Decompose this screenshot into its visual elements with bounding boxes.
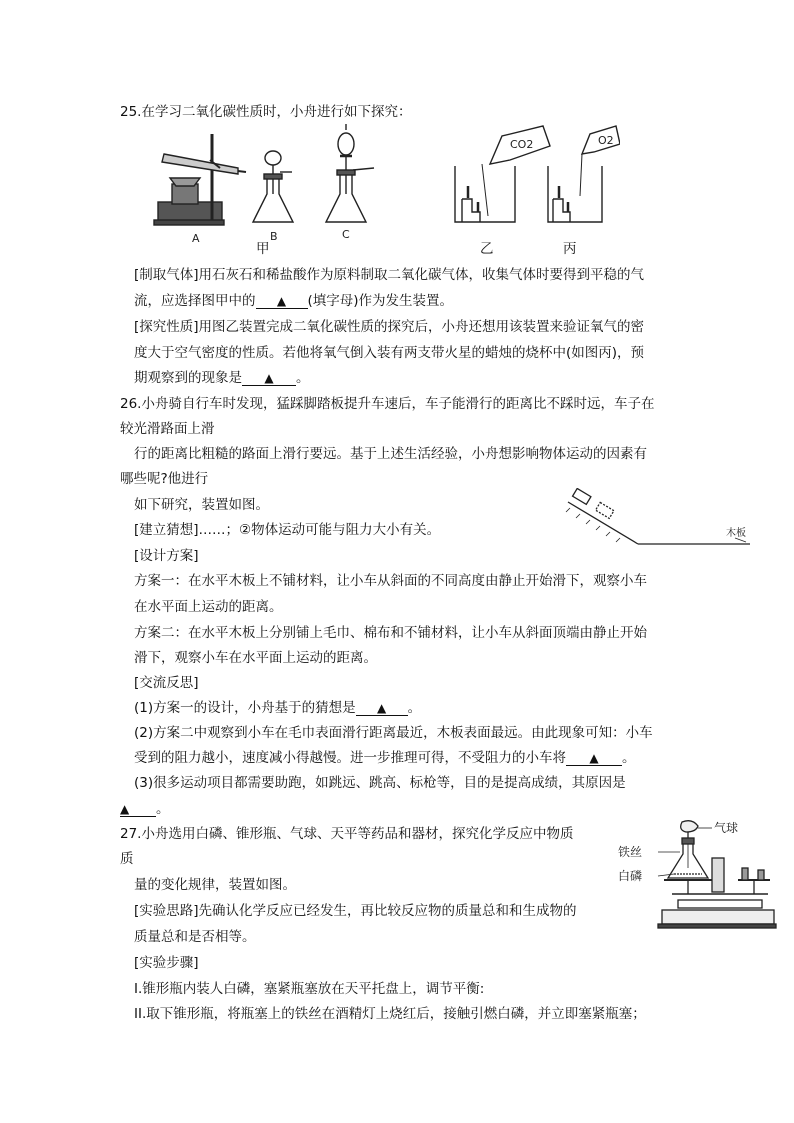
q26-plan1-line1: 方案一：在水平木板上不铺材料，让小车从斜面的不同高度由静止开始滑下，观察小车 bbox=[134, 573, 647, 589]
answer-blank-25-2[interactable]: ▲ bbox=[242, 371, 296, 386]
label-a: A bbox=[192, 232, 200, 245]
co2-label: CO2 bbox=[510, 138, 534, 151]
q26-stem-line1: 26.小舟骑自行车时发现，猛踩脚踏板提升车速后，车子能滑行的距离比不踩时远，车子在 bbox=[120, 396, 655, 412]
q26-sub2-line2-pre: 受到的阻力越小，速度减小得越慢。进一步推理可得，不受阻力的小车将 bbox=[134, 750, 566, 766]
q26-stem-line5: 如下研究，装置如图。 bbox=[134, 497, 269, 513]
q26-sub3-line1: (3)很多运动项目都需要助跑，如跳远、跳高、标枪等，目的是提高成绩，其原因是 bbox=[134, 775, 626, 791]
answer-blank-26-1[interactable]: ▲ bbox=[356, 701, 408, 716]
q27-idea-line1: [实验思路]先确认化学反应已经发生，再比较反应物的质量总和和生成物的 bbox=[134, 903, 577, 919]
q26-stem-line4: 哪些呢?他进行 bbox=[120, 471, 209, 487]
q26-plan1-line2: 在水平面上运动的距离。 bbox=[134, 599, 283, 615]
balloon-label: 气球 bbox=[714, 821, 739, 835]
q25-stem: 25.在学习二氧化碳性质时，小舟进行如下探究： bbox=[120, 104, 412, 120]
q27-stem-line2: 质 bbox=[120, 851, 134, 867]
q26-reflect-heading: [交流反思] bbox=[134, 675, 199, 691]
answer-blank-25-1[interactable]: ▲ bbox=[256, 294, 308, 309]
apparatus-a bbox=[154, 134, 246, 225]
q25-p2-line1: [探究性质]用图乙装置完成二氧化碳性质的探究后，小舟还想用该装置来验证氧气的密 bbox=[134, 319, 645, 335]
q25-apparatus-figure bbox=[150, 124, 620, 262]
label-c: C bbox=[342, 228, 350, 241]
q27-step1: I.锥形瓶内装人白磷，塞紧瓶塞放在天平托盘上，调节平衡: bbox=[134, 981, 485, 997]
q25-p1-line2-pre: 流，应选择图甲中的 bbox=[134, 293, 256, 309]
o2-label: O2 bbox=[598, 134, 614, 147]
q27-stem-line1: 27.小舟选用白磷、锥形瓶、气球、天平等药品和器材，探究化学反应中物质 bbox=[120, 826, 574, 842]
q27-step2: II.取下锥形瓶，将瓶塞上的铁丝在酒精灯上烧红后，接触引燃白磷，并立即塞紧瓶塞； bbox=[134, 1006, 646, 1022]
label-b: B bbox=[270, 230, 278, 243]
q26-hypothesis: [建立猜想]……；②物体运动可能与阻力大小有关。 bbox=[134, 522, 441, 538]
q26-incline-figure bbox=[560, 488, 756, 552]
q26-design-heading: [设计方案] bbox=[134, 548, 199, 564]
q26-plan2-line1: 方案二：在水平木板上分别铺上毛巾、棉布和不铺材料，让小车从斜面顶端由静止开始 bbox=[134, 625, 647, 641]
q26-sub1-pre: (1)方案一的设计，小舟基于的猜想是 bbox=[134, 700, 356, 716]
q27-stem-line3: 量的变化规律，装置如图。 bbox=[134, 877, 296, 893]
q27-idea-line2: 质量总和是否相等。 bbox=[134, 929, 256, 945]
q26-sub2-line1: (2)方案二中观察到小车在毛巾表面滑行距离最近，木板表面最远。由此现象可知：小车 bbox=[134, 725, 653, 741]
label-yi: 乙 bbox=[480, 241, 494, 257]
answer-blank-26-3[interactable]: ▲ bbox=[120, 802, 156, 817]
q25-p1-line1: [制取气体]用石灰石和稀盐酸作为原料制取二氧化碳气体，收集气体时要得到平稳的气 bbox=[134, 267, 645, 283]
q25-p1-line2-post: (填字母)作为发生装置。 bbox=[307, 293, 454, 309]
q25-p2-line3-pre: 期观察到的现象是 bbox=[134, 370, 242, 386]
q25-p2-line2: 度大于空气密度的性质。若他将氧气倒入装有两支带火星的蜡烛的烧杯中(如图丙)，预 bbox=[134, 345, 645, 361]
apparatus-yi bbox=[455, 126, 550, 222]
label-bing: 丙 bbox=[563, 241, 577, 257]
q27-balance-figure bbox=[612, 818, 778, 936]
wire-label: 铁丝 bbox=[618, 845, 643, 859]
q26-stem-line2: 较光滑路面上滑 bbox=[120, 421, 215, 437]
answer-blank-26-2[interactable]: ▲ bbox=[566, 751, 622, 766]
q26-stem-line3: 行的距离比粗糙的路面上滑行要远。基于上述生活经验，小舟想影响物体运动的因素有 bbox=[134, 446, 647, 462]
label-jia: 甲 bbox=[256, 241, 270, 257]
apparatus-c bbox=[326, 124, 374, 222]
board-label: 木板 bbox=[726, 528, 746, 539]
phosphorus-label: 白磷 bbox=[618, 869, 643, 883]
q26-plan2-line2: 滑下，观察小车在水平面上运动的距离。 bbox=[134, 650, 377, 666]
apparatus-b bbox=[253, 151, 293, 222]
q27-steps-heading: [实验步骤] bbox=[134, 955, 199, 971]
